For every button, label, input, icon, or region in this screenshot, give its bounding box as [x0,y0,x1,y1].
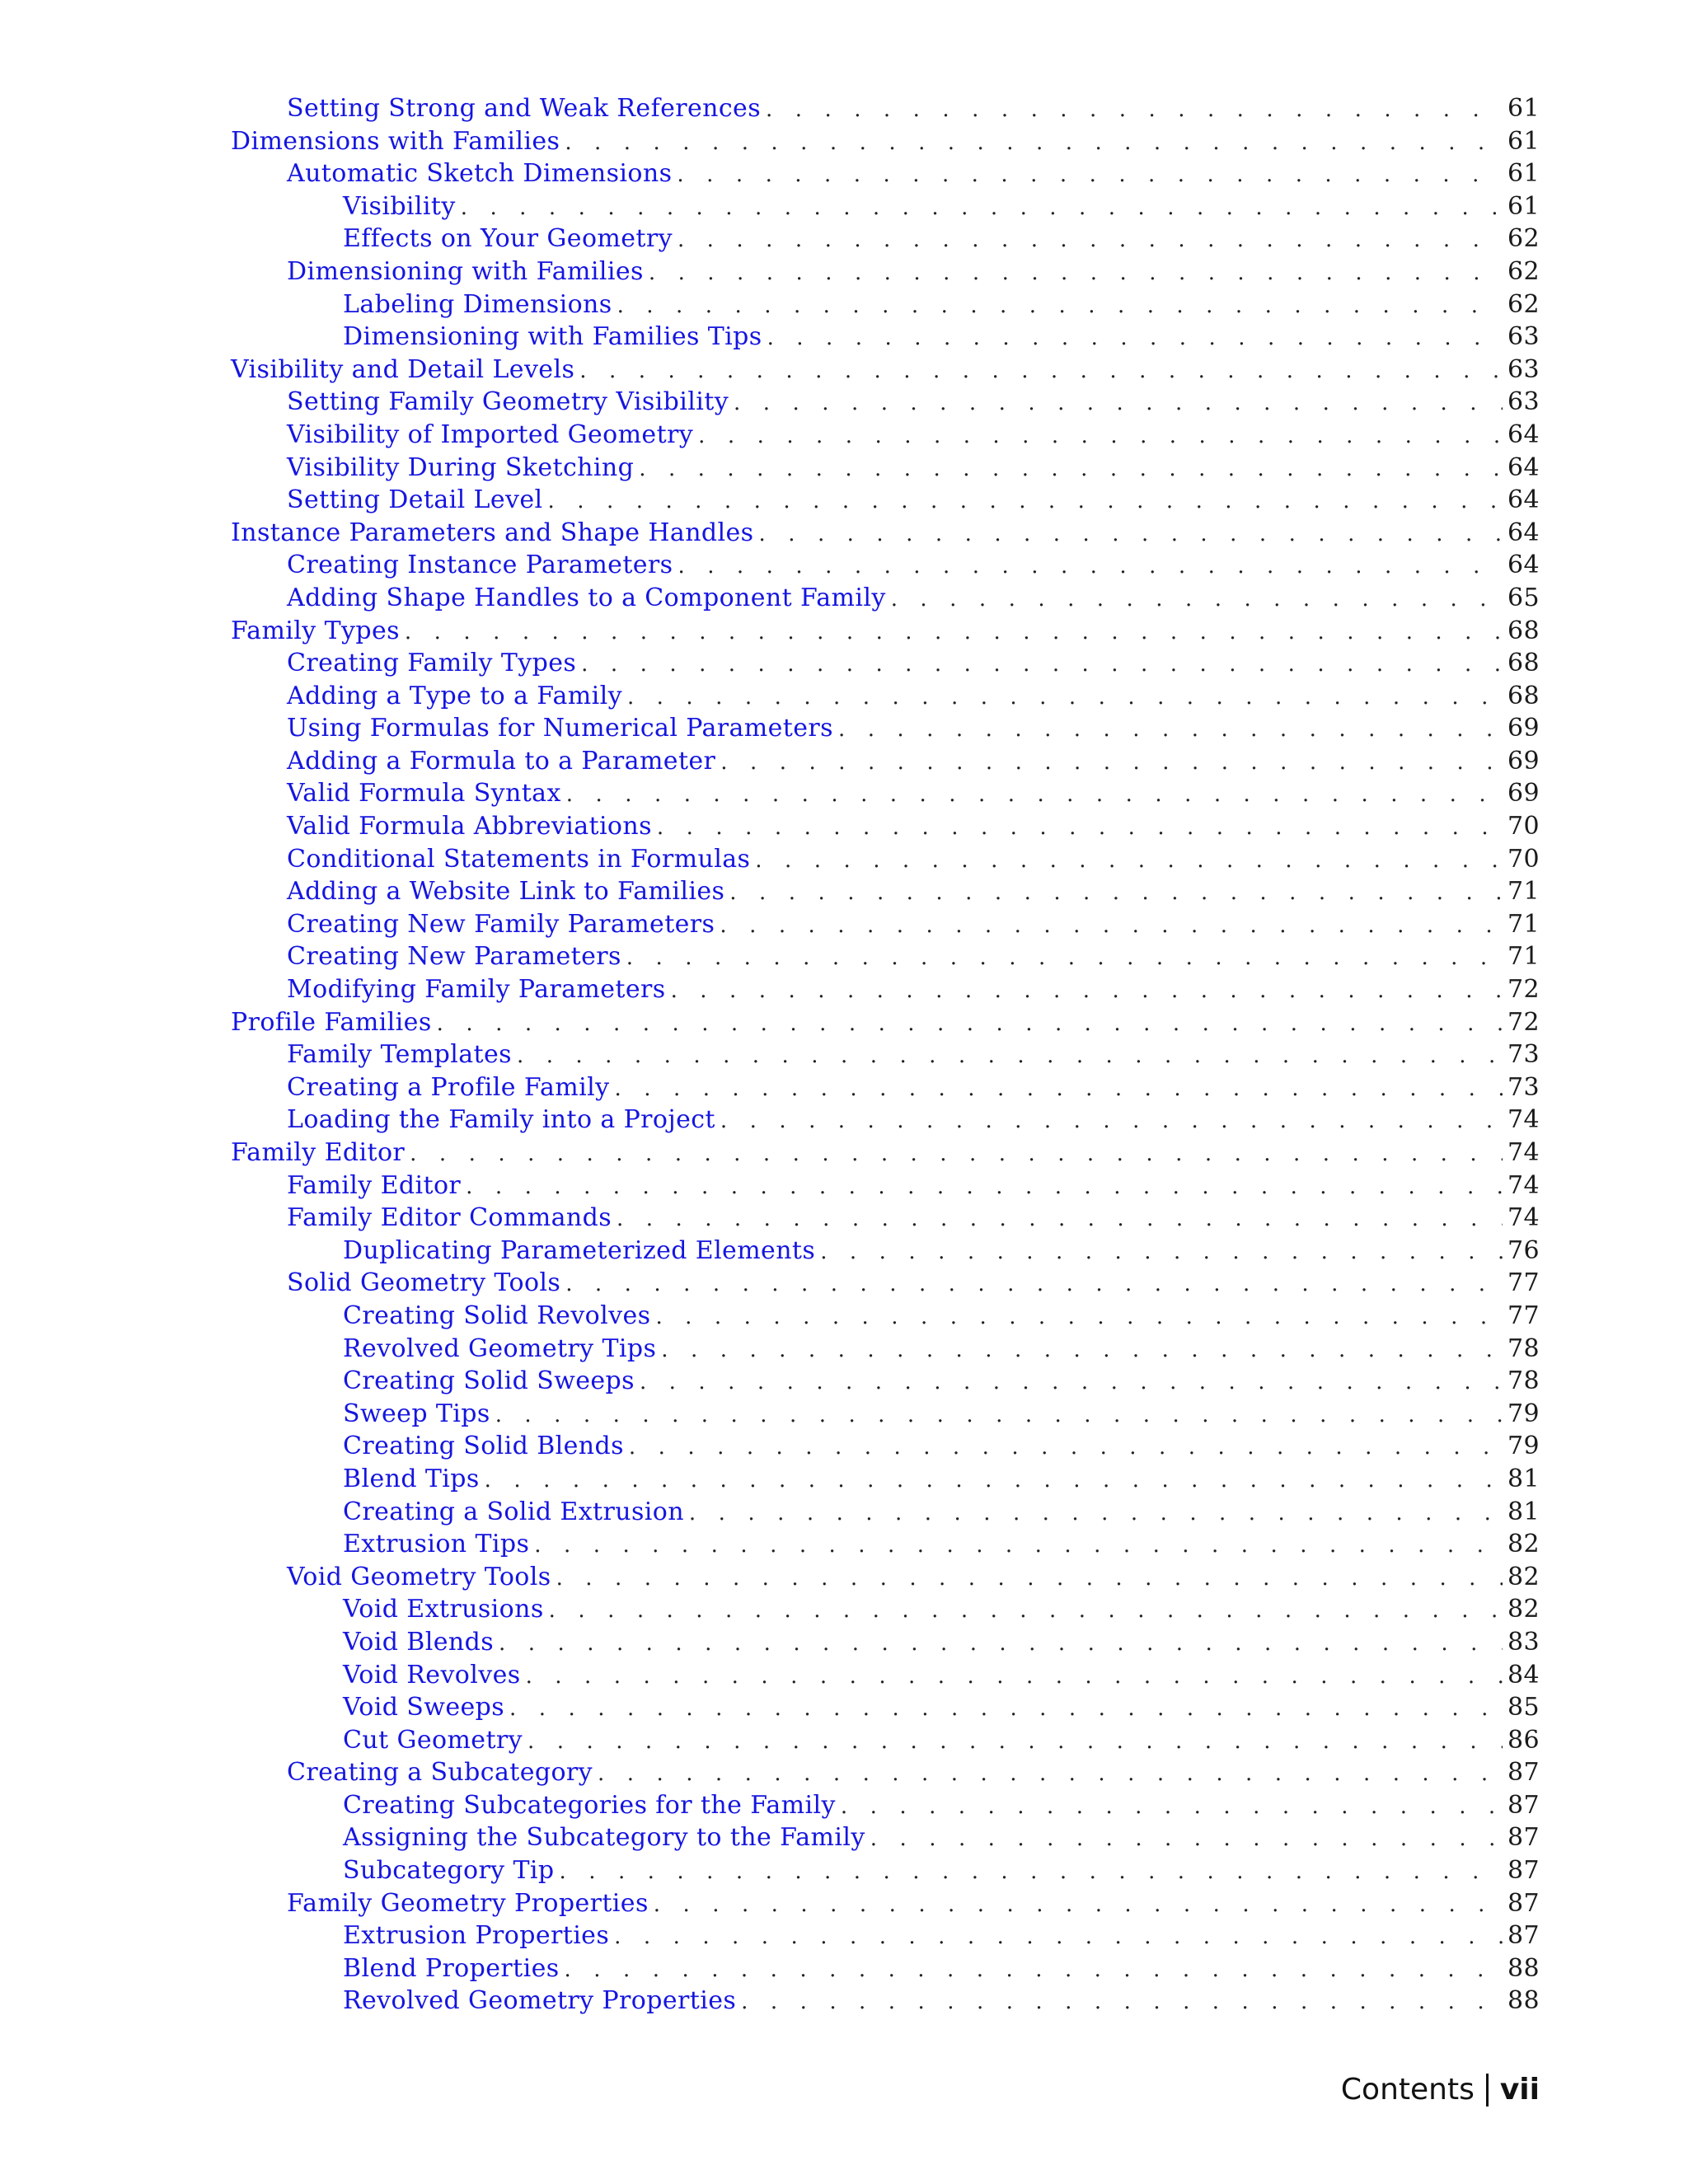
toc-entry-link[interactable]: Visibility During Sketching [287,452,635,482]
dot-leader [689,1497,1503,1530]
toc-entry-link[interactable]: Assigning the Subcategory to the Family [343,1823,865,1853]
toc-page-number: 78 [1507,1333,1540,1363]
dot-leader [720,910,1503,943]
toc-page-number: 63 [1507,322,1540,352]
toc-page-number: 87 [1507,1790,1540,1820]
toc-page-number: 87 [1507,1856,1540,1886]
dot-leader [566,779,1503,812]
dot-leader [655,1301,1503,1334]
toc-entry-link[interactable]: Family Editor Commands [287,1203,612,1233]
toc-entry[interactable] [231,1137,1540,1169]
toc-entry[interactable] [231,680,1540,713]
dot-leader [720,1105,1503,1138]
dot-leader [698,420,1503,453]
toc-entry[interactable] [231,973,1540,1006]
toc-entry-link[interactable]: Visibility and Detail Levels [231,354,575,384]
dot-leader [485,1465,1503,1497]
toc-page-number: 71 [1507,942,1540,972]
footer-separator [1486,2074,1489,2107]
toc-entry-link[interactable]: Automatic Sketch Dimensions [287,159,673,189]
footer-page-number: vii [1499,2073,1540,2107]
toc-entry[interactable] [231,843,1540,876]
toc-page-number: 69 [1507,746,1540,776]
toc-entry[interactable] [231,1528,1540,1561]
toc-page-number: 82 [1507,1530,1540,1559]
toc-page-number: 64 [1507,419,1540,449]
dot-leader [499,1628,1503,1661]
toc-entry-link[interactable]: Revolved Geometry Properties [343,1986,737,2016]
toc-entry-link[interactable]: Void Geometry Tools [287,1562,551,1591]
toc-entry[interactable] [231,745,1540,778]
toc-entry[interactable] [231,1593,1540,1626]
dot-leader [820,1236,1503,1269]
toc-entry-link[interactable]: Creating New Family Parameters [287,909,715,939]
dot-leader [517,1040,1503,1073]
dot-leader [565,1954,1503,1987]
toc-entry-link[interactable]: Void Blends [343,1627,495,1657]
toc-page-number: 78 [1507,1366,1540,1396]
dot-leader [549,1595,1503,1628]
toc-entry[interactable] [231,419,1540,452]
toc-page-number: 85 [1507,1693,1540,1722]
dot-leader [720,747,1503,780]
toc-entry-link[interactable]: Visibility [343,191,456,221]
toc-entry-link[interactable]: Solid Geometry Tools [287,1268,561,1298]
dot-leader [661,1334,1503,1367]
toc-entry[interactable] [231,1985,1540,2018]
toc-entry[interactable] [231,1626,1540,1659]
dot-leader [649,257,1503,290]
dot-leader [559,1856,1503,1889]
toc-entry[interactable] [231,1691,1540,1724]
toc-entry-link[interactable]: Family Geometry Properties [287,1888,649,1918]
toc-page-number: 73 [1507,1072,1540,1102]
toc-page-number: 70 [1507,812,1540,841]
dot-leader [405,616,1503,649]
dot-leader [617,1203,1503,1236]
toc-page-number: 87 [1507,1921,1540,1951]
toc-page-number: 61 [1507,159,1540,189]
dot-leader [766,94,1503,127]
toc-entry-link[interactable]: Creating a Solid Extrusion [343,1497,684,1526]
toc-page-number: 71 [1507,877,1540,907]
toc-entry[interactable] [231,321,1540,354]
toc-page-number: 77 [1507,1301,1540,1330]
dot-leader [534,1530,1503,1563]
toc-entry-link[interactable]: Conditional Statements in Formulas [287,844,751,874]
toc-entry-link[interactable]: Profile Families [231,1007,432,1037]
toc-entry-link[interactable]: Creating Instance Parameters [287,551,673,580]
dot-leader [629,1432,1503,1465]
toc-entry-link[interactable]: Blend Properties [343,1953,560,1983]
dot-leader [838,714,1503,747]
dot-leader [615,1073,1503,1106]
toc-page-number: 84 [1507,1660,1540,1690]
toc-entry-link[interactable]: Setting Detail Level [287,485,543,515]
toc-page-number: 63 [1507,387,1540,417]
toc-entry-link[interactable]: Dimensioning with Families Tips [343,322,762,352]
dot-leader [767,322,1503,355]
table-of-contents [231,92,1540,2018]
toc-entry[interactable] [231,1006,1540,1039]
toc-entry-link[interactable]: Creating Solid Sweeps [343,1366,635,1396]
footer-section-label: Contents [1340,2073,1475,2107]
toc-page-number: 83 [1507,1627,1540,1657]
toc-entry[interactable] [231,1887,1540,1920]
dot-leader [461,192,1503,225]
toc-entry-link[interactable]: Visibility of Imported Geometry [287,419,694,449]
toc-page-number: 71 [1507,909,1540,939]
dot-leader [729,877,1503,910]
toc-entry-link[interactable]: Creating Solid Revolves [343,1301,651,1330]
toc-entry[interactable] [231,1267,1540,1300]
dot-leader [677,159,1503,192]
toc-page-number: 61 [1507,126,1540,156]
toc-entry[interactable] [231,1724,1540,1757]
toc-entry-link[interactable]: Void Sweeps [343,1693,505,1722]
toc-page-number: 70 [1507,844,1540,874]
toc-page-number: 81 [1507,1464,1540,1493]
toc-entry-link[interactable]: Instance Parameters and Shape Handles [231,518,754,547]
dot-leader [528,1726,1503,1759]
toc-entry[interactable] [231,777,1540,810]
toc-entry[interactable] [231,484,1540,517]
toc-entry-link[interactable]: Subcategory Tip [343,1856,555,1886]
dot-leader [565,1268,1503,1301]
toc-entry-link[interactable]: Family Editor [231,1138,406,1167]
toc-entry[interactable] [231,940,1540,973]
dot-leader [626,942,1503,975]
toc-entry-link[interactable]: Using Formulas for Numerical Parameters [287,714,833,743]
dot-leader [579,355,1503,388]
toc-page-number: 88 [1507,1953,1540,1983]
toc-page-number: 73 [1507,1040,1540,1070]
dot-leader [671,975,1503,1008]
toc-entry[interactable] [231,647,1540,680]
toc-entry[interactable] [231,1169,1540,1202]
toc-entry-link[interactable]: Family Editor [287,1170,462,1200]
dot-leader [755,845,1503,878]
page-footer [1341,2073,1540,2107]
toc-entry[interactable] [231,125,1540,158]
toc-page-number: 63 [1507,354,1540,384]
toc-entry[interactable] [231,92,1540,125]
toc-entry[interactable] [231,1756,1540,1789]
dot-leader [526,1661,1503,1694]
toc-entry[interactable] [231,1463,1540,1496]
toc-entry-link[interactable]: Adding Shape Handles to a Component Family [287,583,886,612]
dot-leader [741,1986,1503,2019]
toc-entry[interactable] [231,1300,1540,1333]
toc-entry[interactable] [231,875,1540,908]
toc-entry-link[interactable]: Adding a Formula to a Parameter [287,746,716,776]
toc-entry[interactable] [231,1659,1540,1692]
dot-leader [678,551,1503,583]
toc-page-number: 87 [1507,1888,1540,1918]
toc-entry[interactable] [231,223,1540,255]
toc-entry-link[interactable]: Sweep Tips [343,1399,490,1428]
toc-page-number: 74 [1507,1203,1540,1233]
dot-leader [841,1791,1503,1824]
toc-page-number: 61 [1507,191,1540,221]
toc-page-number: 68 [1507,681,1540,710]
toc-entry[interactable] [231,1854,1540,1887]
toc-page-number: 68 [1507,616,1540,645]
toc-entry-link[interactable]: Creating a Profile Family [287,1072,610,1102]
toc-entry[interactable] [231,386,1540,419]
dot-leader [565,127,1503,160]
toc-entry[interactable] [231,1430,1540,1463]
toc-entry[interactable] [231,190,1540,223]
dot-leader [654,1889,1503,1922]
toc-entry-link[interactable]: Creating Subcategories for the Family [343,1790,836,1820]
toc-page-number: 62 [1507,224,1540,254]
toc-entry[interactable] [231,908,1540,941]
dot-leader [758,518,1503,551]
toc-page-number: 79 [1507,1399,1540,1428]
toc-entry-link[interactable]: Blend Tips [343,1464,480,1493]
dot-leader [639,453,1503,486]
toc-entry-link[interactable]: Adding a Website Link to Families [287,877,725,907]
toc-page-number: 87 [1507,1823,1540,1853]
dot-leader [870,1823,1503,1856]
toc-entry[interactable] [231,1952,1540,1985]
toc-page-number: 74 [1507,1105,1540,1135]
dot-leader [678,224,1503,257]
toc-entry[interactable] [231,1235,1540,1268]
toc-page-number: 82 [1507,1562,1540,1591]
toc-entry[interactable] [231,1561,1540,1594]
toc-page-number: 86 [1507,1725,1540,1755]
toc-page-number: 69 [1507,714,1540,743]
toc-page-number: 72 [1507,1007,1540,1037]
dot-leader [598,1758,1503,1791]
toc-entry-link[interactable]: Void Revolves [343,1660,521,1690]
toc-entry-link[interactable]: Creating Solid Blends [343,1432,624,1461]
toc-entry-link[interactable]: Revolved Geometry Tips [343,1333,657,1363]
dot-leader [556,1563,1503,1596]
toc-entry-link[interactable]: Extrusion Properties [343,1921,610,1951]
toc-entry-link[interactable]: Valid Formula Syntax [287,779,561,808]
toc-entry[interactable] [231,1202,1540,1235]
toc-entry[interactable] [231,1821,1540,1854]
toc-entry[interactable] [231,517,1540,550]
toc-entry[interactable] [231,1071,1540,1104]
dot-leader [437,1008,1503,1041]
dot-leader [466,1171,1503,1204]
toc-entry[interactable] [231,452,1540,485]
toc-entry[interactable] [231,810,1540,843]
toc-page-number: 61 [1507,94,1540,123]
toc-entry-link[interactable]: Loading the Family into a Project [287,1105,715,1135]
toc-entry-link[interactable]: Labeling Dimensions [343,289,612,319]
toc-entry-link[interactable]: Adding a Type to a Family [287,681,622,710]
toc-page-number: 64 [1507,452,1540,482]
dot-leader [734,387,1503,420]
toc-entry-link[interactable]: Effects on Your Geometry [343,224,673,254]
toc-entry-link[interactable]: Void Extrusions [343,1595,544,1624]
toc-entry[interactable] [231,288,1540,321]
toc-entry[interactable] [231,1038,1540,1071]
toc-entry[interactable] [231,354,1540,387]
toc-page-number: 64 [1507,485,1540,515]
toc-entry-link[interactable]: Cut Geometry [343,1725,523,1755]
toc-entry[interactable] [231,1398,1540,1431]
toc-entry-link[interactable]: Dimensioning with Families [287,256,644,286]
dot-leader [509,1693,1503,1726]
toc-entry[interactable] [231,712,1540,745]
toc-entry[interactable] [231,1333,1540,1366]
toc-page-number: 68 [1507,649,1540,678]
toc-page-number: 72 [1507,975,1540,1005]
dot-leader [627,682,1503,715]
toc-page-number: 69 [1507,779,1540,808]
toc-page-number: 77 [1507,1268,1540,1298]
dot-leader [495,1399,1503,1432]
toc-entry[interactable] [231,157,1540,190]
toc-entry-link[interactable]: Creating Family Types [287,649,577,678]
toc-entry[interactable] [231,255,1540,288]
dot-leader [581,649,1503,682]
toc-entry[interactable] [231,615,1540,648]
toc-entry[interactable] [231,1496,1540,1529]
toc-page-number: 62 [1507,289,1540,319]
dot-leader [891,583,1503,616]
toc-entry[interactable] [231,582,1540,615]
toc-page-number: 62 [1507,256,1540,286]
toc-page-number: 82 [1507,1595,1540,1624]
toc-entry-link[interactable]: Valid Formula Abbreviations [287,812,652,841]
toc-entry-link[interactable]: Dimensions with Families [231,126,560,156]
dot-leader [640,1366,1503,1399]
toc-entry-link[interactable]: Modifying Family Parameters [287,975,666,1005]
toc-entry-link[interactable]: Duplicating Parameterized Elements [343,1235,816,1265]
dot-leader [614,1921,1503,1954]
toc-entry-link[interactable]: Family Templates [287,1040,512,1070]
toc-entry[interactable] [231,1789,1540,1822]
toc-page-number: 74 [1507,1170,1540,1200]
toc-entry[interactable] [231,1365,1540,1398]
toc-entry-link[interactable]: Extrusion Tips [343,1530,530,1559]
toc-page-number: 65 [1507,583,1540,612]
toc-page-number: 87 [1507,1758,1540,1788]
toc-entry-link[interactable]: Setting Strong and Weak References [287,94,762,123]
toc-entry[interactable] [231,549,1540,582]
toc-page-number: 76 [1507,1235,1540,1265]
toc-entry[interactable] [231,1104,1540,1137]
toc-page-number: 74 [1507,1138,1540,1167]
toc-page-number: 64 [1507,551,1540,580]
toc-entry-link[interactable]: Creating New Parameters [287,942,621,972]
dot-leader [410,1138,1503,1171]
toc-page-number: 88 [1507,1986,1540,2016]
dot-leader [657,812,1503,845]
toc-entry-link[interactable]: Family Types [231,616,400,645]
dot-leader [548,485,1503,518]
toc-page-number: 79 [1507,1432,1540,1461]
toc-page-number: 81 [1507,1497,1540,1526]
toc-entry[interactable] [231,1919,1540,1952]
toc-page-number: 64 [1507,518,1540,547]
toc-entry-link[interactable]: Setting Family Geometry Visibility [287,387,729,417]
dot-leader [617,290,1503,323]
toc-entry-link[interactable]: Creating a Subcategory [287,1758,593,1788]
